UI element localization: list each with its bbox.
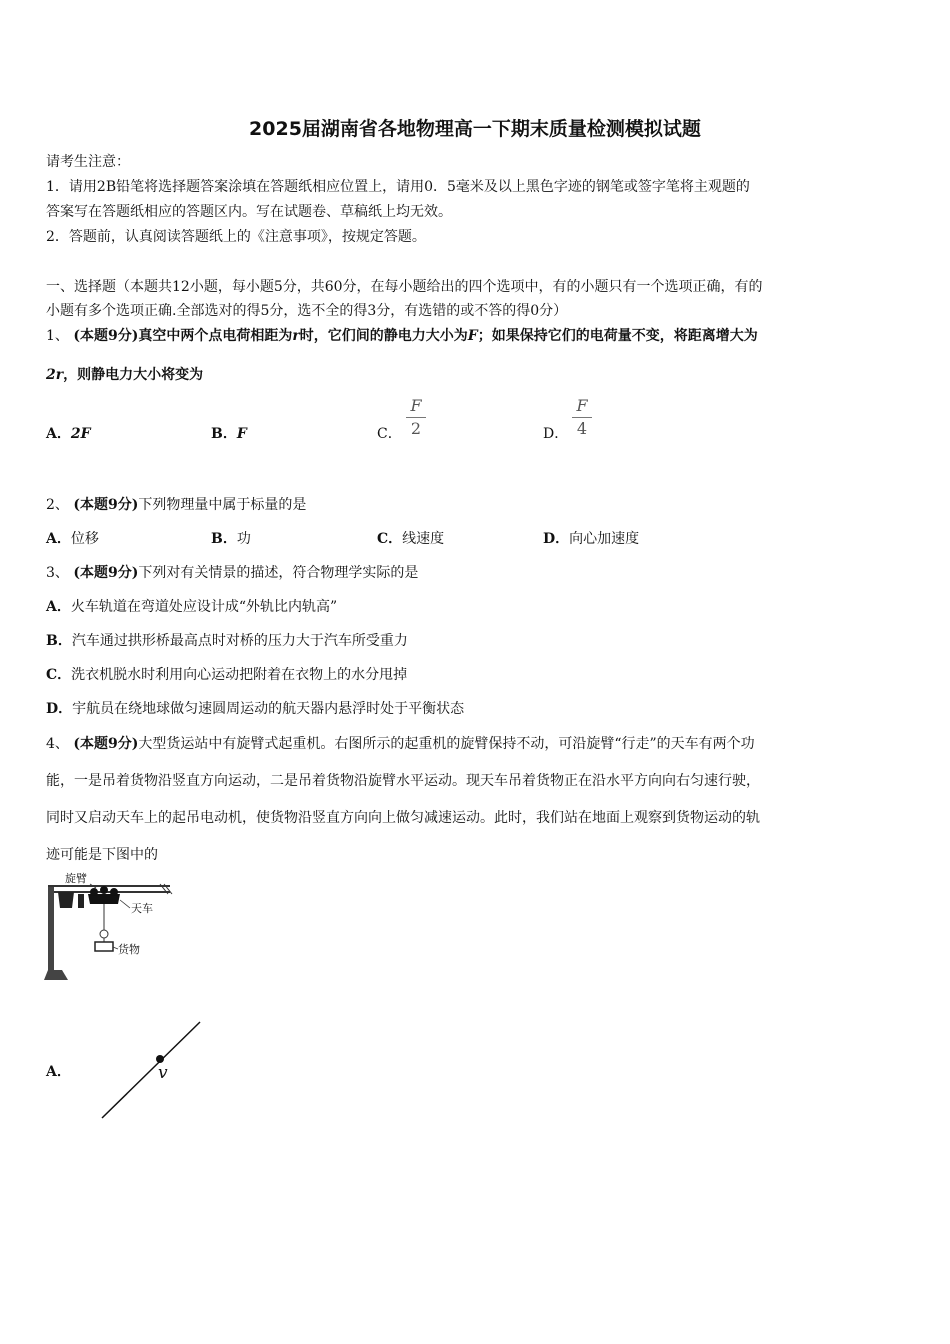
- question-1-number: 1、: [46, 328, 69, 344]
- question-3-score: (本题9分): [73, 565, 139, 581]
- question-3-stem: [46, 564, 418, 582]
- option-text: 功: [236, 531, 251, 547]
- question-1-option-c-fraction[interactable]: [406, 396, 426, 439]
- crane-cargo: [95, 942, 113, 951]
- question-2-score: (本题9分): [73, 497, 139, 513]
- question-1-text-c: ；如果保持它们的电荷量不变，将距离增大为: [477, 328, 758, 344]
- label-leader: [120, 900, 130, 908]
- option-label: B．: [46, 633, 72, 649]
- notice-line-1b: 答案写在答题纸相应的答题区内。写在试题卷、草稿纸上均无效。: [46, 204, 452, 220]
- question-4-score: (本题9分): [73, 736, 139, 752]
- question-3-option-c[interactable]: [46, 666, 407, 684]
- question-3-option-b[interactable]: [46, 632, 408, 650]
- section-header-line-2: 小题有多个选项正确.全部选对的得5分，选不全的得3分，有选错的或不答的得0分）: [46, 303, 568, 319]
- option-label: A．: [46, 531, 71, 547]
- option-label: C．: [377, 531, 403, 547]
- question-2-option-a[interactable]: [46, 530, 99, 548]
- question-4-stem-line-3: 同时又启动天车上的起吊电动机，使货物沿竖直方向向上做匀减速运动。此时，我们站在地面上观察到货物运动的轨: [46, 810, 760, 826]
- question-2-option-c[interactable]: [377, 530, 444, 548]
- question-1-option-d-label[interactable]: D．: [543, 426, 569, 442]
- velocity-symbol: v: [158, 1063, 168, 1083]
- crane-base: [44, 970, 68, 980]
- question-4-stem-line-1: [46, 735, 755, 753]
- option-text: 火车轨道在弯道处应设计成“外轨比内轨高”: [70, 599, 338, 615]
- question-4-option-a-label[interactable]: A．: [46, 1064, 71, 1080]
- crane-pulley: [100, 930, 108, 938]
- question-4-number: 4、: [46, 736, 69, 752]
- option-text: 宇航员在绕地球做匀速圆周运动的航天器内悬浮时处于平衡状态: [72, 701, 465, 717]
- question-2-number: 2、: [46, 497, 69, 513]
- option-text: 位移: [70, 531, 99, 547]
- question-1-F: F: [467, 328, 478, 344]
- notice-heading: 请考生注意：: [46, 154, 130, 170]
- fraction-denominator: 2: [410, 419, 422, 438]
- option-text: 向心加速度: [569, 531, 640, 547]
- crane-small-block: [78, 894, 84, 908]
- question-1-2r: 2r: [46, 367, 64, 383]
- question-4-option-a-trajectory[interactable]: [98, 1018, 208, 1122]
- trajectory-point: [156, 1055, 164, 1063]
- question-3-text: 下列对有关情景的描述，符合物理学实际的是: [138, 565, 419, 581]
- option-text: 洗衣机脱水时利用向心运动把附着在衣物上的水分甩掉: [71, 667, 408, 683]
- question-2-stem: [46, 496, 306, 514]
- question-1-line-2-text: ，则静电力大小将变为: [63, 367, 204, 383]
- option-b-label: B．: [211, 426, 237, 442]
- fraction-denominator: 4: [576, 419, 588, 438]
- section-header-line-1: 一、选择题（本题共12小题，每小题5分，共60分，在每小题给出的四个选项中，有的小题只有一个选项正确，有的: [46, 279, 763, 295]
- trajectory-line: [102, 1022, 200, 1118]
- crane-label-arm: 旋臂: [65, 872, 87, 885]
- question-4-text-1: 大型货运站中有旋臂式起重机。右图所示的起重机的旋臂保持不动，可沿旋臂“行走”的天车有两个功: [138, 736, 755, 752]
- crane-diagram: [44, 870, 184, 985]
- option-label: A．: [46, 599, 71, 615]
- option-label: D．: [543, 531, 570, 547]
- option-a-label: A．: [46, 426, 71, 442]
- question-2-option-d[interactable]: [543, 530, 639, 548]
- fraction-bar: [406, 417, 426, 418]
- trolley-wheel: [110, 888, 118, 896]
- question-1-stem-line-2: [46, 366, 203, 384]
- fraction-numerator: F: [576, 396, 588, 415]
- crane-column: [48, 886, 54, 974]
- question-2-option-b[interactable]: [211, 530, 251, 548]
- question-1-score: (本题9分): [73, 328, 139, 344]
- option-text: 汽车通过拱形桥最高点时对桥的压力大于汽车所受重力: [71, 633, 408, 649]
- question-1-option-c-label[interactable]: C．: [377, 426, 402, 442]
- question-4-stem-line-4: 迹可能是下图中的: [46, 847, 158, 863]
- question-3-option-d[interactable]: [46, 700, 464, 718]
- question-1-option-d-fraction[interactable]: [572, 396, 592, 439]
- option-label: C．: [46, 667, 72, 683]
- crane-counterweight: [58, 892, 74, 908]
- question-3-option-a[interactable]: [46, 598, 337, 616]
- option-text: 线速度: [402, 531, 445, 547]
- option-b-value: F: [236, 426, 247, 442]
- question-2-text: 下列物理量中属于标量的是: [138, 497, 307, 513]
- notice-line-1a: 1．请用2B铅笔将选择题答案涂填在答题纸相应位置上，请用0．5毫米及以上黑色字迹的钢笔或签字笔将主观题的: [46, 179, 750, 195]
- option-label: B．: [211, 531, 237, 547]
- notice-line-2: 2．答题前，认真阅读答题纸上的《注意事项》，按规定答题。: [46, 229, 426, 245]
- question-1-r: r: [292, 328, 300, 344]
- trolley-wheel: [90, 888, 98, 896]
- crane-label-cargo: 货物: [118, 943, 140, 956]
- question-1-option-a[interactable]: [46, 425, 91, 443]
- question-1-stem: [46, 327, 758, 345]
- question-4-stem-line-2: 能，一是吊着货物沿竖直方向运动，二是吊着货物沿旋臂水平运动。现天车吊着货物正在沿水平方向向右匀速行驶，: [46, 773, 760, 789]
- fraction-numerator: F: [410, 396, 422, 415]
- fraction-bar: [572, 417, 592, 418]
- crane-label-trolley: 天车: [131, 902, 153, 915]
- trolley-wheel: [100, 886, 108, 894]
- option-a-value: 2F: [70, 426, 91, 442]
- question-1-text-a: 真空中两个点电荷相距为: [138, 328, 293, 344]
- page-title: 2025届湖南省各地物理高一下期末质量检测模拟试题: [249, 118, 701, 140]
- question-1-text-b: 时，它们间的静电力大小为: [299, 328, 468, 344]
- question-1-option-b[interactable]: [211, 425, 247, 443]
- question-3-number: 3、: [46, 565, 69, 581]
- option-label: D．: [46, 701, 73, 717]
